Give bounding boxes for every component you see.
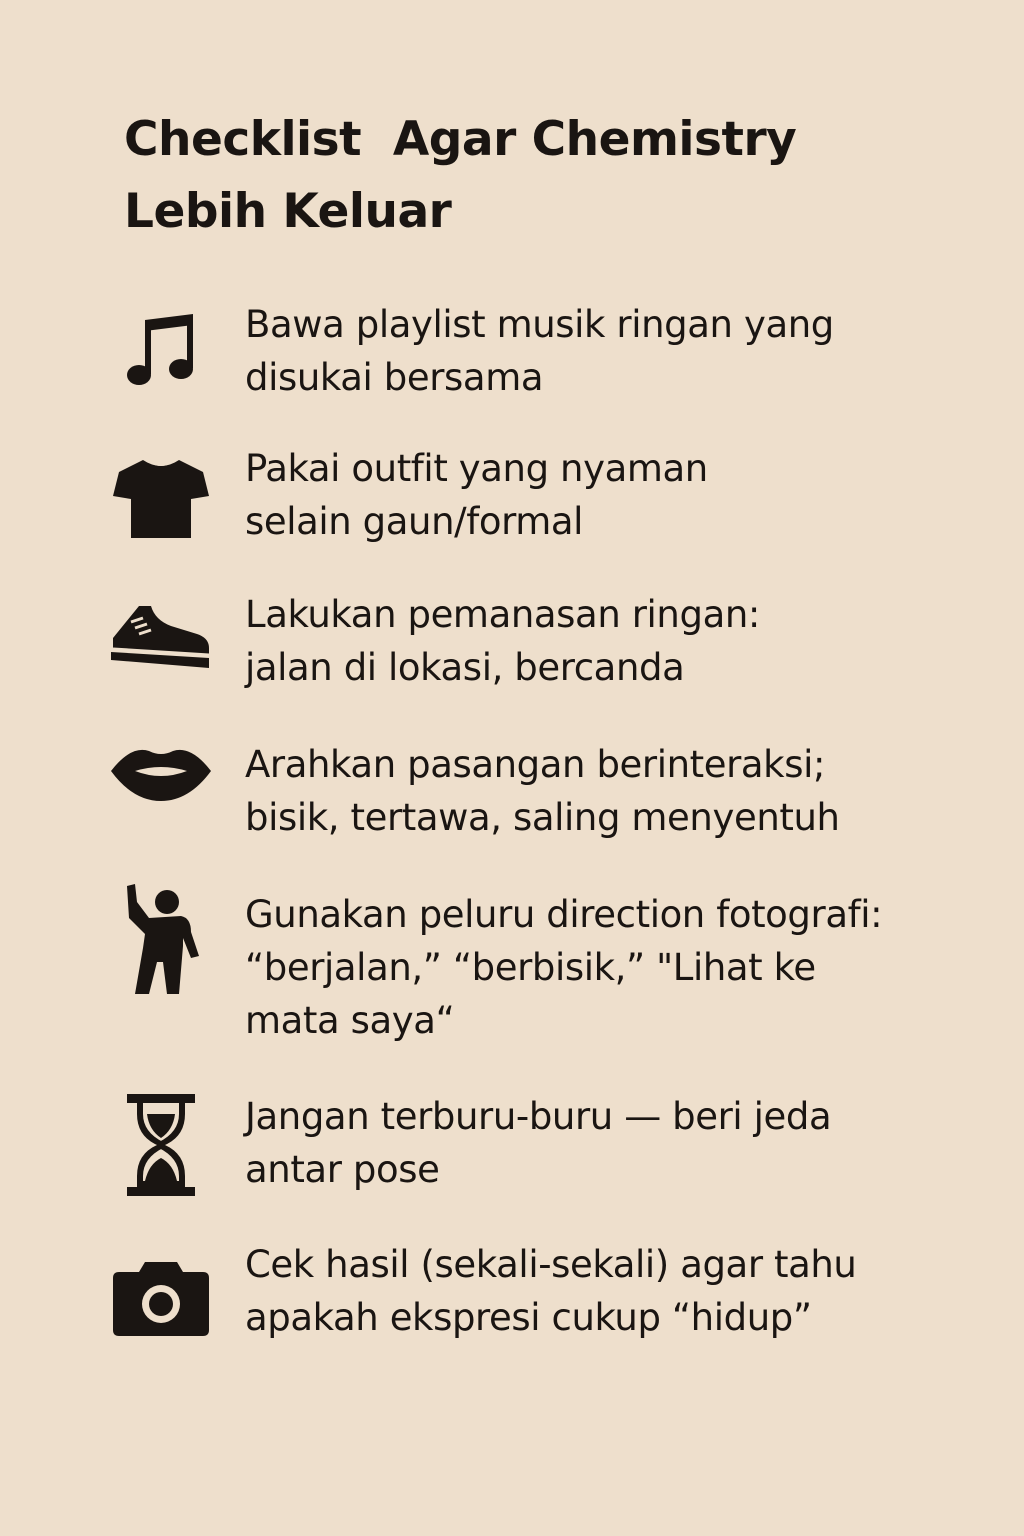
checklist-item-interact <box>245 738 945 844</box>
item-line: selain gaun/formal <box>245 500 584 543</box>
item-line: Pakai outfit yang nyaman <box>245 447 708 490</box>
music-note-icon <box>108 312 214 392</box>
checklist-item-warmup <box>245 588 945 694</box>
checklist-item-review <box>245 1238 945 1344</box>
page-title-line-1: Checklist Agar Chemistry <box>124 112 797 167</box>
page-title-line-2: Lebih Keluar <box>124 184 452 239</box>
item-line: Cek hasil (sekali-sekali) agar tahu <box>245 1243 857 1286</box>
item-line: mata saya“ <box>245 999 455 1042</box>
item-line: disukai bersama <box>245 356 544 399</box>
item-line: jalan di lokasi, bercanda <box>245 646 685 689</box>
checklist-item-pause <box>245 1090 945 1196</box>
checklist-item-music <box>245 298 945 404</box>
item-line: antar pose <box>245 1148 440 1191</box>
hourglass-icon <box>108 1092 214 1198</box>
item-line: Gunakan peluru direction fotografi: <box>245 893 883 936</box>
item-line: Bawa playlist musik ringan yang <box>245 303 834 346</box>
checklist-item-outfit <box>245 442 945 548</box>
person-waving-icon <box>108 880 214 996</box>
item-line: “berjalan,” “berbisik,” "Lihat ke <box>245 946 816 989</box>
page-title <box>124 104 884 248</box>
item-line: Arahkan pasangan berinteraksi; <box>245 743 826 786</box>
camera-icon <box>108 1256 214 1340</box>
item-line: Jangan terburu-buru — beri jeda <box>245 1095 832 1138</box>
sneaker-icon <box>108 596 214 672</box>
item-line: bisik, tertawa, saling menyentuh <box>245 796 840 839</box>
tshirt-icon <box>108 455 214 540</box>
item-line: Lakukan pemanasan ringan: <box>245 593 760 636</box>
lips-icon <box>108 742 214 804</box>
checklist-item-direction <box>245 888 945 1047</box>
item-line: apakah ekspresi cukup “hidup” <box>245 1296 812 1339</box>
